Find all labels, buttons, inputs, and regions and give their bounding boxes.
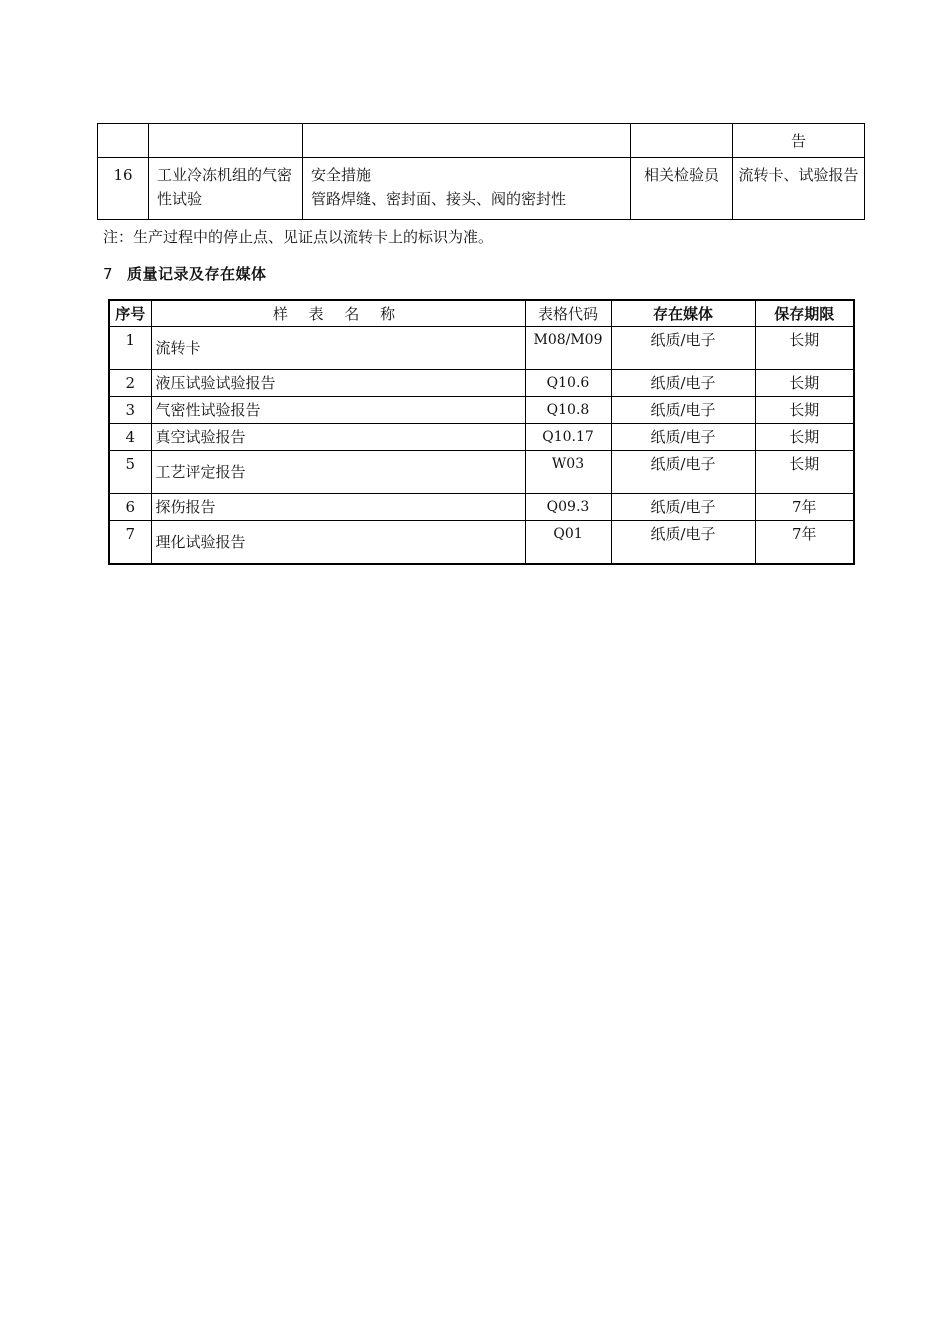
header-code: 表格代码: [525, 300, 611, 327]
storage-media: 纸质/电子: [611, 451, 755, 494]
form-code: Q01: [525, 521, 611, 565]
storage-media: 纸质/电子: [611, 521, 755, 565]
table-note: 注：生产过程中的停止点、见证点以流转卡上的标识为准。: [103, 228, 494, 246]
retention-period: 长期: [755, 424, 854, 451]
storage-media: 纸质/电子: [611, 397, 755, 424]
header-name: 样 表 名 称: [151, 300, 525, 327]
row-number: 6: [109, 494, 151, 521]
row-number: 3: [109, 397, 151, 424]
section-title: 质量记录及存在媒体: [127, 265, 267, 283]
responsible-cell: [631, 124, 733, 158]
form-code: W03: [525, 451, 611, 494]
section-number: 7: [103, 265, 114, 283]
form-name: 工艺评定报告: [151, 451, 525, 494]
record-cell: 流转卡、试验报告: [733, 158, 865, 220]
row-number-cell: 16: [98, 158, 149, 220]
inspection-item-cell: [149, 124, 303, 158]
record-cell: 告: [733, 124, 865, 158]
form-name: 液压试验试验报告: [151, 370, 525, 397]
responsible-cell: 相关检验员: [631, 158, 733, 220]
table-row: [109, 397, 854, 424]
header-period: 保存期限: [755, 300, 854, 327]
storage-media: 纸质/电子: [611, 327, 755, 370]
table-row: [109, 424, 854, 451]
table-row: [98, 158, 865, 220]
retention-period: 长期: [755, 397, 854, 424]
storage-media: 纸质/电子: [611, 494, 755, 521]
inspection-item-cell: 工业冷冻机组的气密性试验: [149, 158, 303, 220]
form-name: 真空试验报告: [151, 424, 525, 451]
form-code: Q09.3: [525, 494, 611, 521]
control-content-cell: [303, 158, 631, 220]
section-heading: [103, 263, 267, 284]
header-media: 存在媒体: [611, 300, 755, 327]
row-number-cell: [98, 124, 149, 158]
storage-media: 纸质/电子: [611, 370, 755, 397]
form-name: 流转卡: [151, 327, 525, 370]
form-code: Q10.17: [525, 424, 611, 451]
control-line: 管路焊缝、密封面、接头、阀的密封性: [311, 190, 567, 208]
table-row: [109, 370, 854, 397]
retention-period: 长期: [755, 451, 854, 494]
table-row: [98, 124, 865, 158]
row-number: 4: [109, 424, 151, 451]
control-line: 安全措施: [311, 166, 372, 184]
control-content-cell: [303, 124, 631, 158]
header-no: 序号: [109, 300, 151, 327]
row-number: 5: [109, 451, 151, 494]
inspection-continuation-table: [97, 123, 865, 220]
table-header-row: [109, 300, 854, 327]
row-number: 1: [109, 327, 151, 370]
form-code: M08/M09: [525, 327, 611, 370]
row-number: 2: [109, 370, 151, 397]
quality-records-table: [108, 299, 855, 565]
form-code: Q10.8: [525, 397, 611, 424]
form-code: Q10.6: [525, 370, 611, 397]
table-row: [109, 521, 854, 565]
table-row: [109, 327, 854, 370]
form-name: 气密性试验报告: [151, 397, 525, 424]
form-name: 理化试验报告: [151, 521, 525, 565]
retention-period: 长期: [755, 370, 854, 397]
retention-period: 7年: [755, 521, 854, 565]
table-row: [109, 451, 854, 494]
row-number: 7: [109, 521, 151, 565]
retention-period: 7年: [755, 494, 854, 521]
storage-media: 纸质/电子: [611, 424, 755, 451]
form-name: 探伤报告: [151, 494, 525, 521]
retention-period: 长期: [755, 327, 854, 370]
table-row: [109, 494, 854, 521]
